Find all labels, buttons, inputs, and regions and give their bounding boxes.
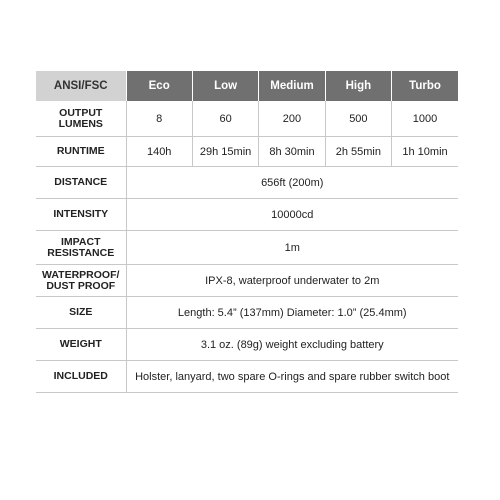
runtime-high-value: 2h 55min xyxy=(325,137,391,167)
row-label-line: RESISTANCE xyxy=(47,246,115,259)
row-label-line: IMPACT xyxy=(61,235,101,248)
row-label-line: DUST PROOF xyxy=(46,279,116,292)
distance-value: 656ft (200m) xyxy=(126,167,458,199)
row-label-runtime: RUNTIME xyxy=(36,137,126,167)
row-weight xyxy=(36,329,458,361)
header-mode-medium: Medium xyxy=(259,71,325,101)
intensity-value: 10000cd xyxy=(126,199,458,231)
header-mode-low: Low xyxy=(192,71,258,101)
row-intensity xyxy=(36,199,458,231)
row-label-line: OUTPUT xyxy=(59,106,103,119)
row-label-size: SIZE xyxy=(36,297,126,329)
output-medium-value: 200 xyxy=(259,101,325,137)
row-label-line: LUMENS xyxy=(58,117,103,130)
runtime-low-value: 29h 15min xyxy=(192,137,258,167)
runtime-turbo-value: 1h 10min xyxy=(392,137,458,167)
row-label-distance: DISTANCE xyxy=(36,167,126,199)
output-high-value: 500 xyxy=(325,101,391,137)
row-label-weight: WEIGHT xyxy=(36,329,126,361)
row-size xyxy=(36,297,458,329)
spec-table-body xyxy=(36,101,458,393)
spec-table xyxy=(36,71,458,393)
spec-table-header xyxy=(36,71,458,101)
row-label-included: INCLUDED xyxy=(36,361,126,393)
header-mode-high: High xyxy=(325,71,391,101)
row-waterproof xyxy=(36,265,458,297)
runtime-medium-value: 8h 30min xyxy=(259,137,325,167)
header-mode-turbo: Turbo xyxy=(392,71,458,101)
impact-resistance-value: 1m xyxy=(126,231,458,265)
output-turbo-value: 1000 xyxy=(392,101,458,137)
row-label-impact-resistance xyxy=(36,231,126,265)
header-mode-eco: Eco xyxy=(126,71,192,101)
row-distance xyxy=(36,167,458,199)
row-label-output-lumens xyxy=(36,101,126,137)
row-label-intensity: INTENSITY xyxy=(36,199,126,231)
header-row xyxy=(36,71,458,101)
included-value: Holster, lanyard, two spare O-rings and spare rubber switch boot xyxy=(126,361,458,393)
row-impact-resistance xyxy=(36,231,458,265)
row-included xyxy=(36,361,458,393)
size-value: Length: 5.4” (137mm) Diameter: 1.0” (25.4mm) xyxy=(126,297,458,329)
row-label-line: WATERPROOF/ xyxy=(42,268,120,281)
header-ansi-fsc: ANSI/FSC xyxy=(36,71,126,101)
weight-value: 3.1 oz. (89g) weight excluding battery xyxy=(126,329,458,361)
output-eco-value: 8 xyxy=(126,101,192,137)
row-runtime xyxy=(36,137,458,167)
waterproof-value: IPX-8, waterproof underwater to 2m xyxy=(126,265,458,297)
row-output-lumens xyxy=(36,101,458,137)
runtime-eco-value: 140h xyxy=(126,137,192,167)
row-label-waterproof xyxy=(36,265,126,297)
output-low-value: 60 xyxy=(192,101,258,137)
